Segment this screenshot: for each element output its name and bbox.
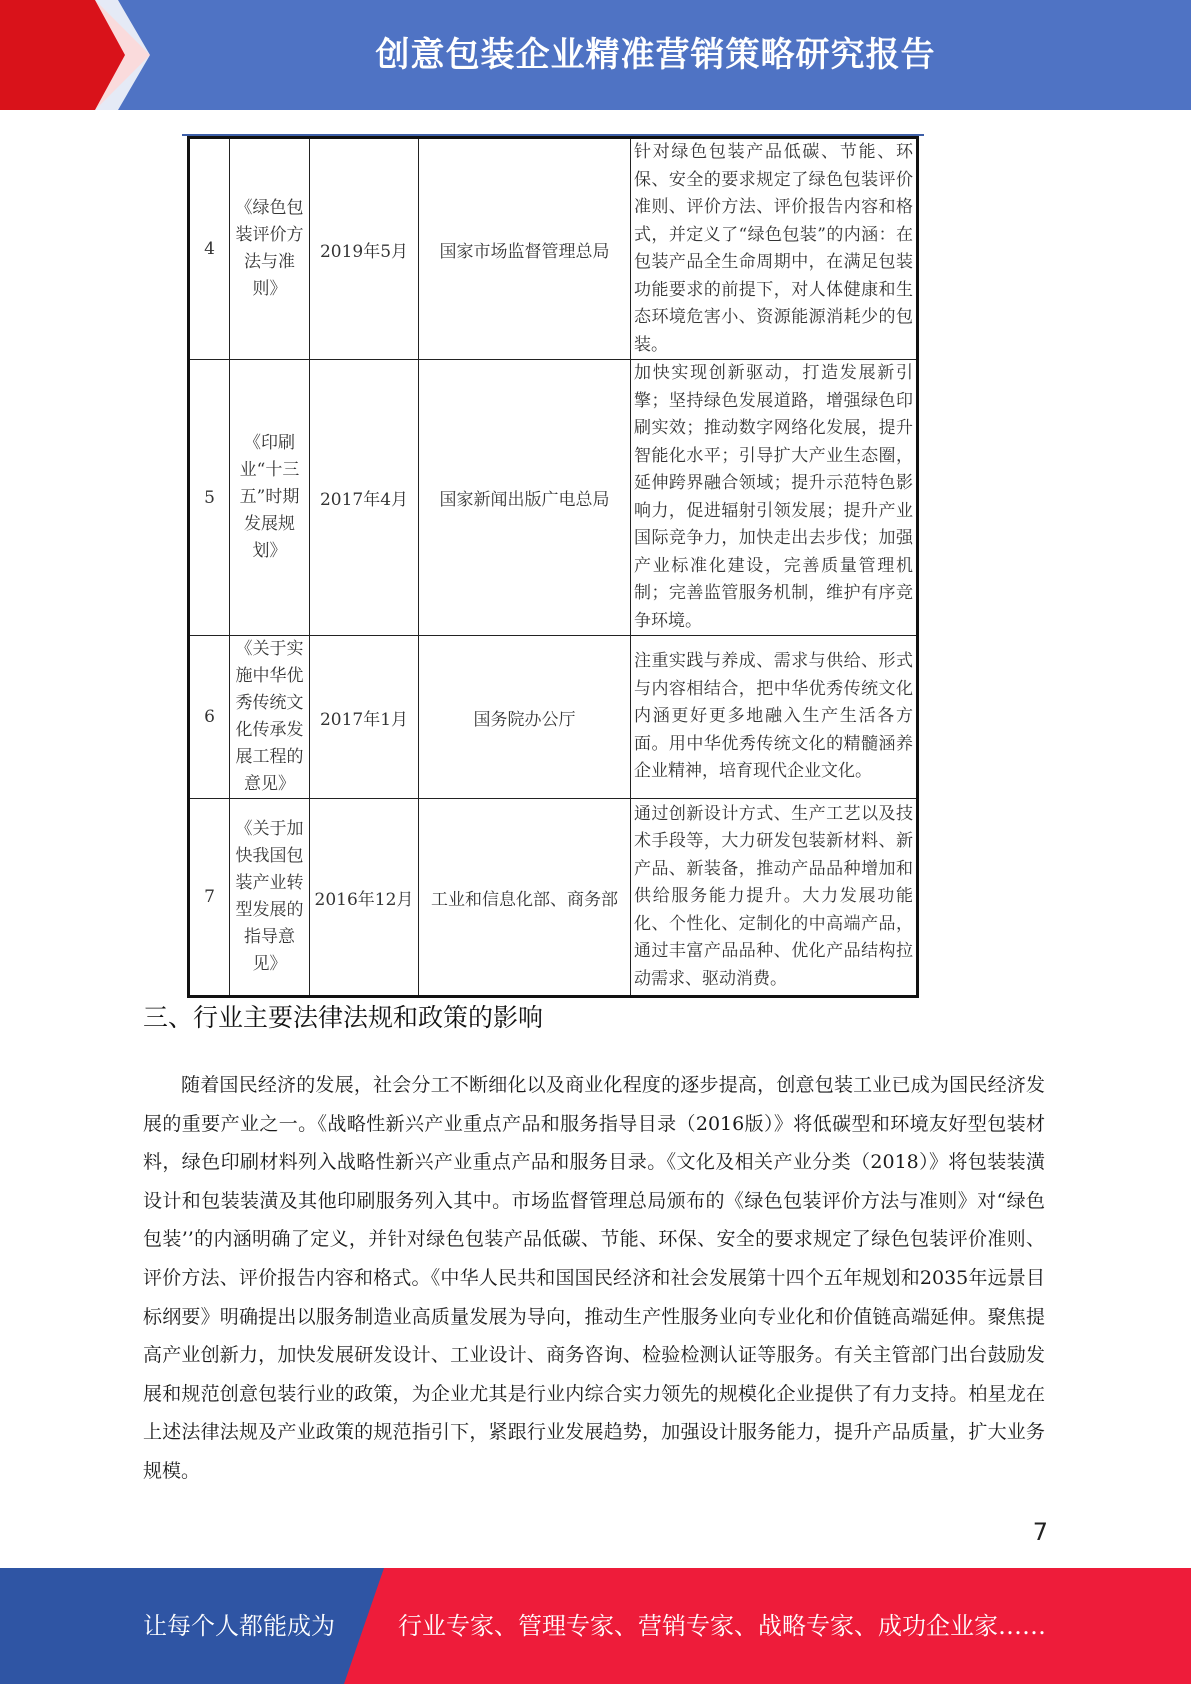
policy-description: 加快实现创新驱动，打造发展新引擎；坚持绿色发展道路，增强绿色印刷实效；推动数字网络化发展，提升智能化水平；引导扩大产业生态圈，延伸跨界融合领域；提升示范特色影响力，促进辐射引领发展；提升产业国际竞争力，加快走出去步伐；加强产业标准化建设，完善质量管理机制；完善监管服务机制，维护有序竞争环境。 xyxy=(631,360,918,636)
section-paragraph: 随着国民经济的发展，社会分工不断细化以及商业化程度的逐步提高，创意包装工业已成为国民经济发展的重要产业之一。《战略性新兴产业重点产品和服务指导目录（2016版）》将低碳型和环境友好型包装材料，绿色印刷材料列入战略性新兴产业重点产品和服务目录。《文化及相关产业分类（2018）》将包装装潢设计和包装装潢及其他印刷服务列入其中。市场监督管理总局颁布的《绿色包装评价方法与准则》对“绿色包装’’的内涵明确了定义，并针对绿色包装产品低碳、节能、环保、安全的要求规定了绿色包装评价准则、评价方法、评价报告内容和格式。《中华人民共和国国民经济和社会发展第十四个五年规划和2035年远景目标纲要》明确提出以服务制造业高质量发展为导向，推动生产性服务业向专业化和价值链高端延伸。聚焦提高产业创新力，加快发展研发设计、工业设计、商务咨询、检验检测认证等服务。有关主管部门出台鼓励发展和规范创意包装行业的政策，为企业尤其是行业内综合实力领先的规模化企业提供了有力支持。柏星龙在上述法律法规及产业政策的规范指引下，紧跟行业发展趋势，加强设计服务能力，提升产品质量，扩大业务规模。 xyxy=(143,1074,1045,1482)
policy-name: 《印刷业“十三五”时期发展规划》 xyxy=(230,360,310,636)
policy-name: 《关于实施中华优秀传统文化传承发展工程的意见》 xyxy=(230,636,310,799)
page-header xyxy=(0,0,1191,110)
issue-date: 2017年4月 xyxy=(310,360,419,636)
policy-table xyxy=(187,136,916,998)
policy-name: 《关于加快我国包装产业转型发展的指导意见》 xyxy=(230,799,310,997)
policy-description: 通过创新设计方式、生产工艺以及技术手段等，大力研发包装新材料、新产品、新装备，推动产品品种增加和供给服务能力提升。大力发展功能化、个性化、定制化的中高端产品，通过丰富产品品种、优化产品结构拉动需求、驱动消费。 xyxy=(631,799,918,997)
table-row xyxy=(189,799,918,997)
issuing-department: 国家市场监督管理总局 xyxy=(419,138,631,360)
table-row xyxy=(189,636,918,799)
footer-slogan-right: 行业专家、管理专家、营销专家、战略专家、成功企业家…… xyxy=(398,1612,1046,1640)
section-heading: 三、行业主要法律法规和政策的影响 xyxy=(143,1003,544,1032)
row-number: 5 xyxy=(189,360,230,636)
row-number: 4 xyxy=(189,138,230,360)
row-number: 6 xyxy=(189,636,230,799)
row-number: 7 xyxy=(189,799,230,997)
issue-date: 2016年12月 xyxy=(310,799,419,997)
policy-description: 注重实践与养成、需求与供给、形式与内容相结合，把中华优秀传统文化内涵更好更多地融入生产生活各方面。用中华优秀传统文化的精髓涵养企业精神，培育现代企业文化。 xyxy=(631,636,918,799)
document-title: 创意包装企业精准营销策略研究报告 xyxy=(375,35,936,75)
issuing-department: 国家新闻出版广电总局 xyxy=(419,360,631,636)
page-number: 7 xyxy=(1032,1518,1048,1546)
page-footer xyxy=(0,1568,1191,1684)
policy-description: 针对绿色包装产品低碳、节能、环保、安全的要求规定了绿色包装评价准则、评价方法、评价报告内容和格式，并定义了“绿色包装”的内涵：在包装产品全生命周期中，在满足包装功能要求的前提下，对人体健康和生态环境危害小、资源能源消耗少的包装。 xyxy=(631,138,918,360)
issue-date: 2017年1月 xyxy=(310,636,419,799)
issuing-department: 工业和信息化部、商务部 xyxy=(419,799,631,997)
issue-date: 2019年5月 xyxy=(310,138,419,360)
policy-name: 《绿色包装评价方法与准则》 xyxy=(230,138,310,360)
table-row xyxy=(189,138,918,360)
issuing-department: 国务院办公厅 xyxy=(419,636,631,799)
table-row xyxy=(189,360,918,636)
footer-slogan-left: 让每个人都能成为 xyxy=(143,1612,335,1640)
